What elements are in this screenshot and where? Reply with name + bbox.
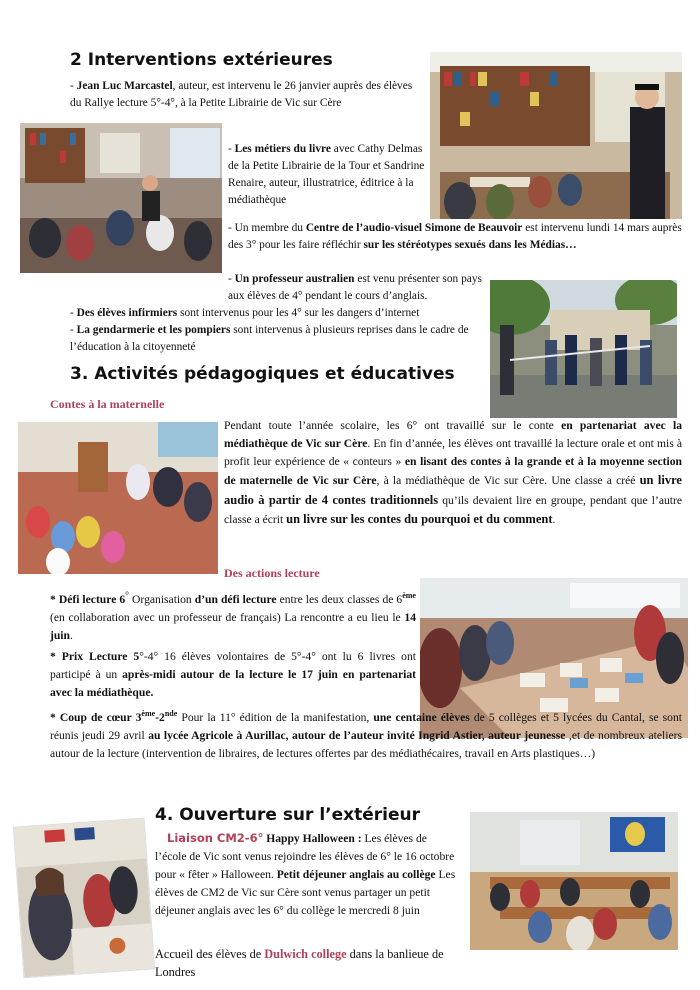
metiers-text: avec Cathy Delmas de la Petite Librairie de la Tour et Sandrine Renaire, auteur, illustratrice, éditrice à la médiathèque (228, 143, 425, 207)
defi-sup: ° (125, 590, 130, 601)
audio-bold2: sur les stéréotypes sexués dans les Médias… (363, 239, 577, 252)
coeur-b3: au lycée Agricole à Aurillac, autour de l’auteur invité Ingrid Astier, auteur jeunesse (148, 728, 566, 742)
audio-text: est intervenu lundi 14 mars auprès des 3° pour les faire réfléchir (228, 222, 682, 252)
photo-author-bookshop (430, 52, 682, 219)
photo-halloween (13, 818, 155, 979)
liaison-t1: Les élèves de l’école de Vic sont venus rejoindre les élèves de 6° le 16 octobre pour « fêter » Halloween. (155, 832, 455, 882)
coeur-title-b: -2 (155, 710, 165, 724)
metiers-bold: Les métiers du livre (234, 143, 331, 155)
para-metiers: - Les métiers du livre avec Cathy Delmas de la Petite Librairie de la Tour et Sandrine Renaire, auteur, illustratrice, éditrice à la médiathèque (228, 143, 425, 207)
para-marcastel: - Jean Luc Marcastel, auteur, est intervenu le 26 janvier auprès des élèves du Rallye lecture 5°-4°, à la Petite Librairie de Vic sur Cère (70, 80, 413, 110)
coeur-t3: ,et de nombreux ateliers autour de la lecture (intervention de libraires, de lectures offertes par des médiathécaires, travail en Arts plastiques…) (50, 728, 682, 761)
liaison-label: Liaison CM2-6° (167, 831, 264, 845)
contes-p5: . (552, 513, 556, 527)
author-name: Jean Luc Marcastel (76, 80, 173, 92)
prix-title: * Prix Lecture 5 (50, 650, 140, 663)
photo-contes-maternelle (18, 422, 218, 574)
para-infirmiers: - Des élèves infirmiers sont intervenus pour les 4° sur les dangers d’internet (70, 307, 420, 319)
coeur-sup2: nde (164, 709, 178, 718)
contes-p1: Pendant toute l’année scolaire, les 6° ont travaillé sur le conte (224, 419, 562, 432)
para-coup-de-coeur (50, 708, 682, 763)
coeur-sup1: ème (141, 709, 156, 718)
contes-b3: un livre audio à partir de 4 contes traditionnels (224, 473, 682, 507)
prof-text: est venu présenter son pays aux élèves de 4° pendant le cours d’anglais. (228, 273, 482, 303)
para-prix-lecture (50, 648, 416, 702)
audio-prefix: - Un membre du (228, 222, 306, 234)
defi-b2: d’un défi lecture (194, 592, 277, 606)
dulwich-t1: Accueil des élèves de (155, 947, 265, 961)
contes-b2: en lisant des contes à la grande et à la moyenne section de maternelle de Vic sur Cère (224, 455, 682, 488)
defi-t3: (en collaboration avec un professeur de français) La rencontre a eu lieu le (50, 610, 405, 624)
photo-dulwich-classroom (470, 812, 678, 950)
section4-title: 4. Ouverture sur l’extérieur (155, 805, 421, 825)
marcastel-text: , auteur, est intervenu le 26 janvier auprès des élèves du Rallye lecture 5°-4°, à la Petite Librairie de Vic sur Cère (70, 80, 413, 110)
contes-p2: . En fin d’année, les élèves ont travaillé la lecture orale et ont mis à profit leur expérience de « conteurs » (224, 437, 682, 469)
defi-t4: . (69, 629, 73, 643)
liaison-t2: Les élèves de CM2 de Vic sur Cère sont venus partager un petit déjeuner anglais avec les 6° du collège le mercredi 8 juin (155, 868, 456, 918)
para-dulwich (155, 945, 460, 982)
dulwich-name: Dulwich college (264, 947, 347, 961)
photo-mediatheque-students (20, 123, 222, 273)
defi-title: * Défi lecture 6 (50, 592, 126, 606)
para-prof-australien: - Un professeur australien est venu présenter son pays aux élèves de 4° pendant le cours d’anglais. (228, 273, 482, 303)
audio-bold: Centre de l’audio-visuel Simone de Beauvoir (305, 222, 523, 234)
para-liaison (155, 830, 460, 920)
infirmiers-text: sont intervenus pour les 4° sur les dangers d’internet (177, 307, 420, 319)
gendarmerie-bold: La gendarmerie et les pompiers (76, 324, 231, 336)
dulwich-t2: dans la banlieue de Londres (155, 947, 444, 980)
section2-title: 2 Interventions extérieures (70, 50, 333, 70)
para-contes (224, 417, 682, 530)
prix-t1: °-4° 16 élèves volontaires de 5°-4° ont lu 6 livres ont participé à un (50, 650, 416, 682)
coeur-title: * Coup de cœur 3 (50, 710, 142, 724)
liaison-b1: Happy Halloween : (263, 832, 365, 845)
coeur-t2: de 5 collèges et 5 lycées du Cantal, se sont réunis jeudi 29 avril (50, 710, 682, 742)
contes-p4: qu’ils devaient lire en groupe, pendant que l’autre classe a écrit (224, 493, 682, 527)
photo-pompiers (490, 280, 677, 418)
coeur-t1: Pour la 11° édition de la manifestation, (177, 710, 374, 724)
actions-heading: Des actions lecture (224, 566, 320, 580)
defi-sup2: ème (402, 591, 416, 600)
para-audio-visuel (228, 220, 688, 254)
gendarmerie-text: sont intervenus à plusieurs reprises dans le cadre de l’éducation à la citoyenneté (70, 324, 469, 354)
section3-title: 3. Activités pédagogiques et éducatives (70, 364, 455, 384)
defi-t1: Organisation (129, 592, 195, 606)
contes-p3: , à la médiathèque de Vic sur Cère. Une classe a créé (376, 474, 640, 488)
defi-date: 14 juin (50, 610, 416, 643)
contes-b1: en partenariat avec la médiathèque de Vic sur Cère (224, 419, 683, 451)
liaison-b2: Petit déjeuner anglais au collège (276, 868, 436, 882)
para-gendarmerie: - La gendarmerie et les pompiers sont intervenus à plusieurs reprises dans le cadre de l’éducation à la citoyenneté (70, 324, 469, 354)
contes-heading: Contes à la maternelle (50, 397, 165, 411)
defi-t2: entre les deux classes de 6 (276, 592, 403, 606)
infirmiers-bold: Des élèves infirmiers (76, 307, 178, 319)
prix-b2: après-midi autour de la lecture le 17 juin en partenariat avec la médiathèque. (50, 668, 416, 700)
prof-bold: Un professeur australien (234, 273, 355, 285)
para-defi-lecture (50, 588, 416, 645)
contes-b4: un livre sur les contes du pourquoi et du comment (286, 512, 553, 527)
coeur-b2: une centaine élèves (373, 710, 470, 724)
